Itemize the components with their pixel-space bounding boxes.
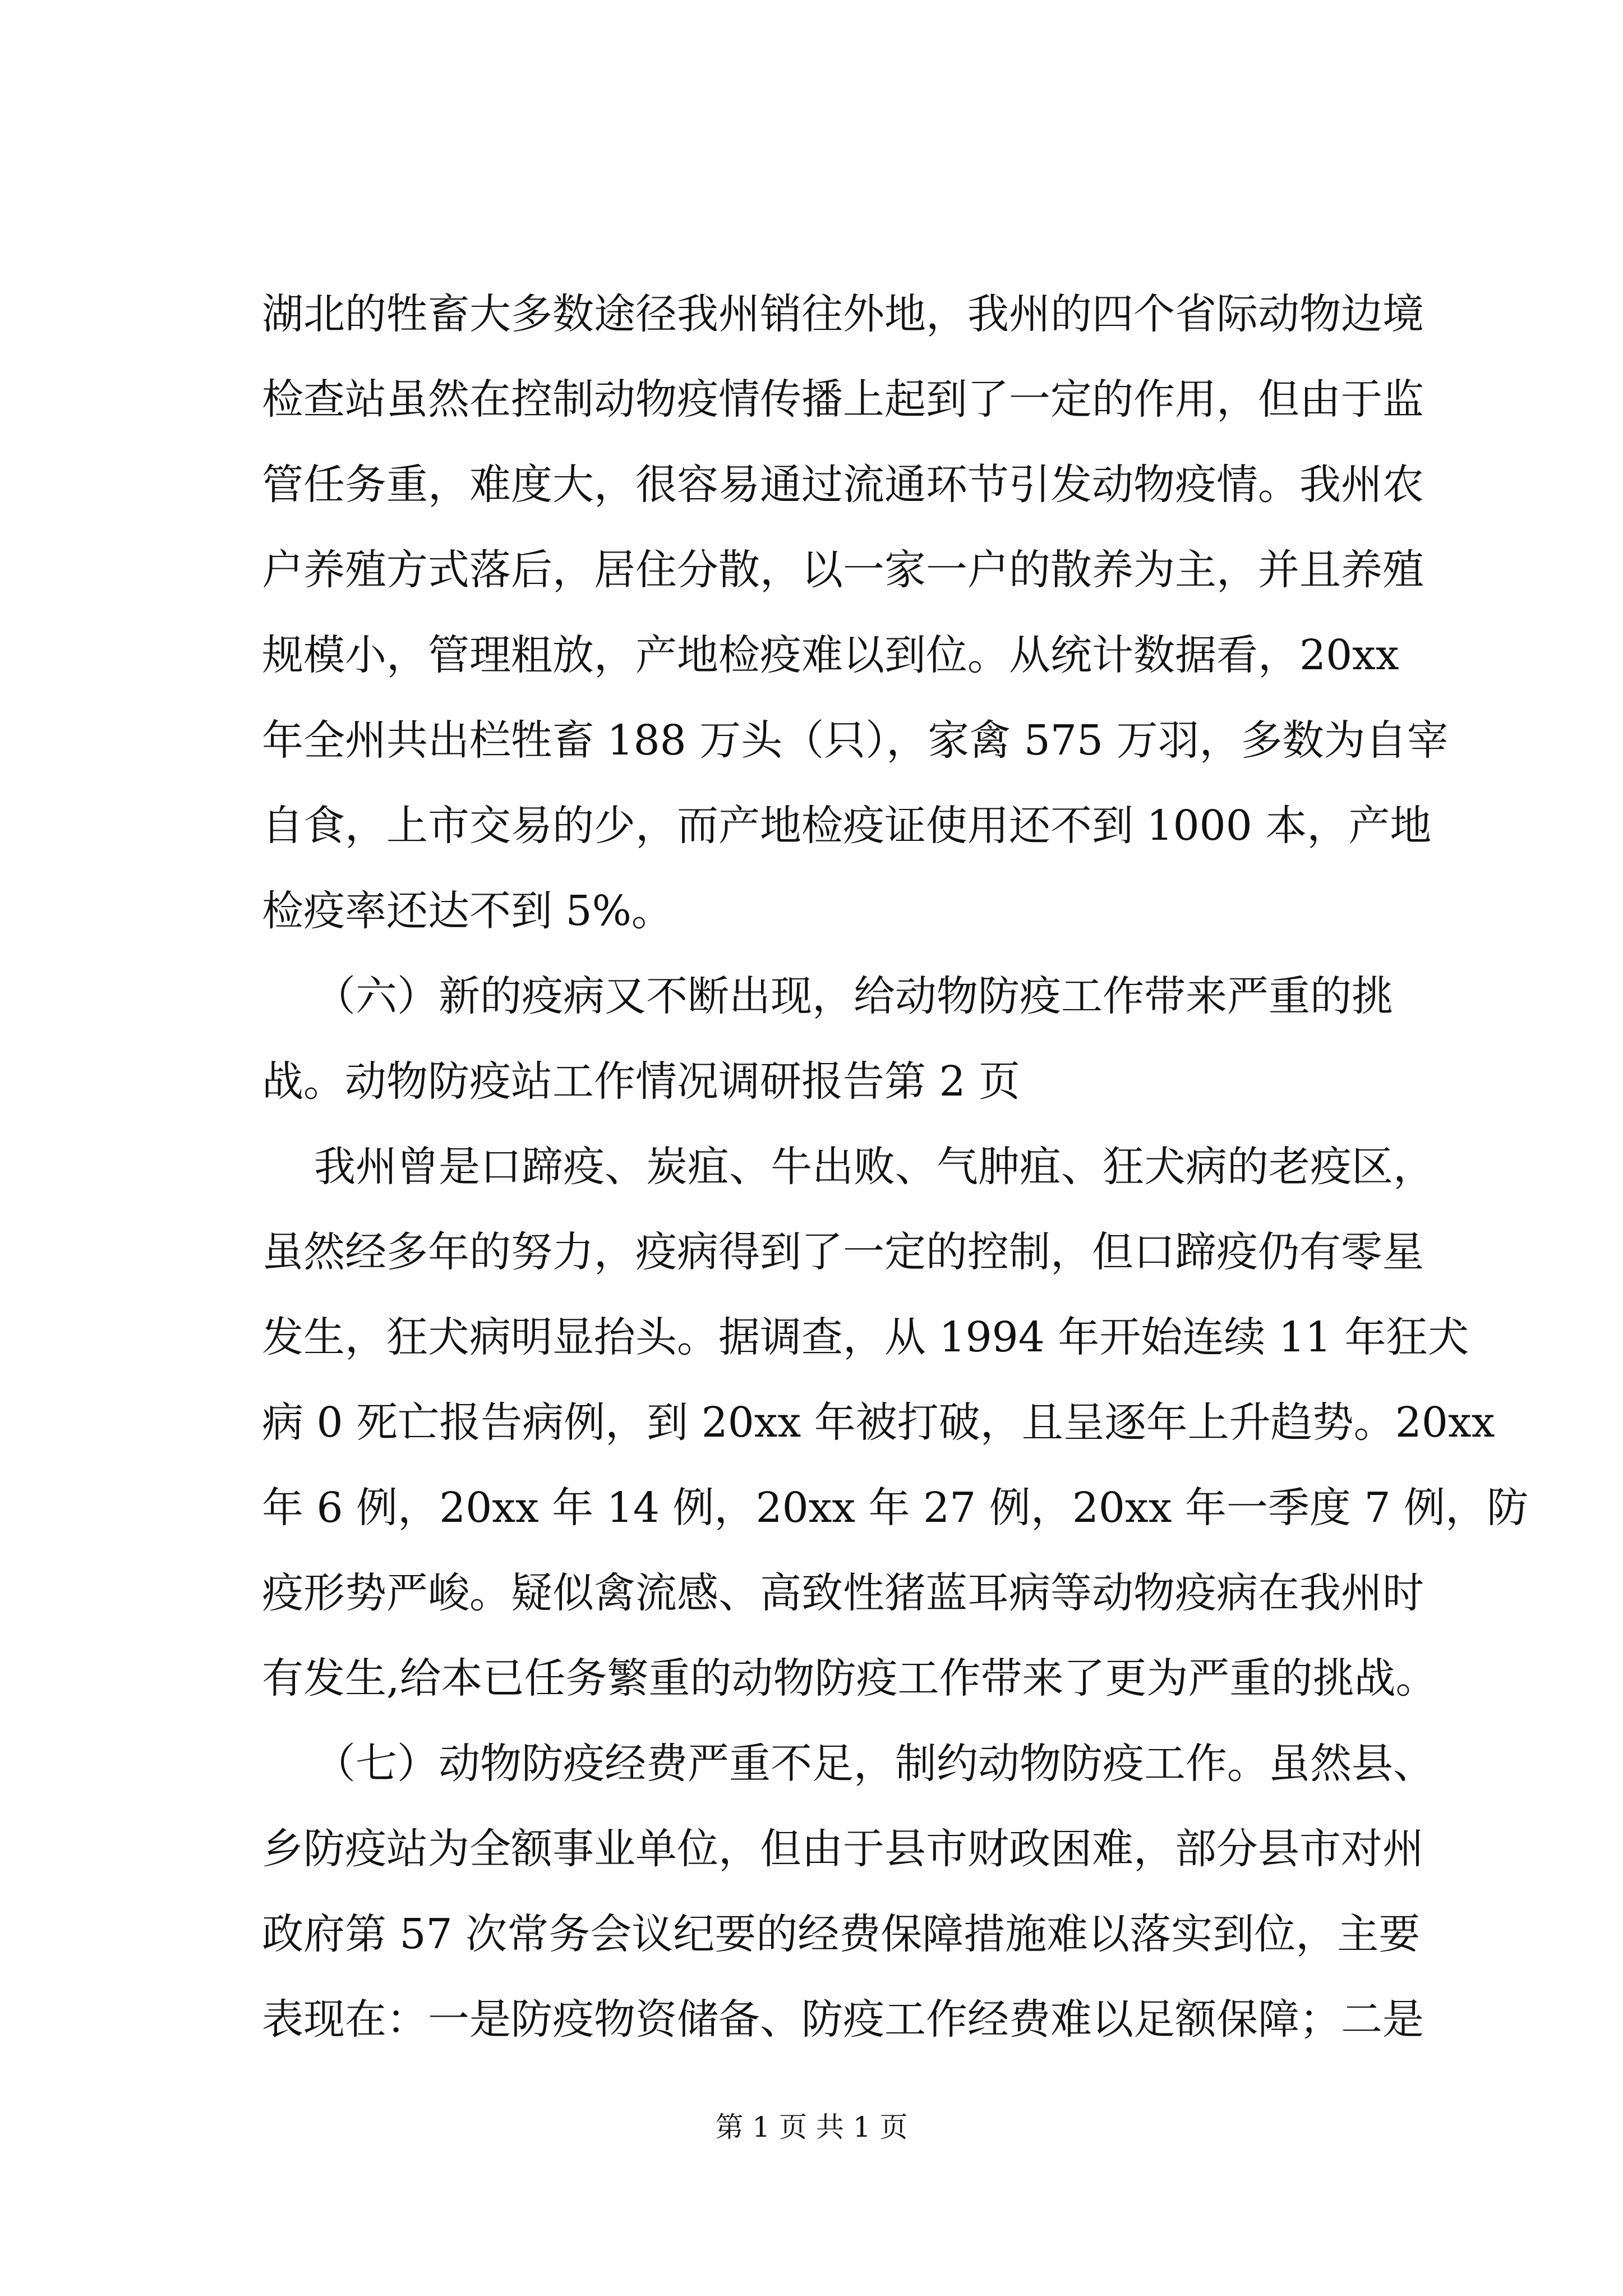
paragraph-line-15: 年 6 例，20xx 年 14 例，20xx 年 27 例，20xx 年一季度 7 例，防	[262, 1484, 1529, 1532]
paragraph-line-6: 年全州共出栏牲畜 188 万头（只），家禽 575 万羽，多数为自宰	[262, 716, 1449, 765]
paragraph-line-13: 发生，狂犬病明显抬头。据调查，从 1994 年开始连续 11 年狂犬	[262, 1313, 1469, 1361]
paragraph-line-7: 自食，上市交易的少，而产地检疫证使用还不到 1000 本，产地	[262, 802, 1432, 850]
paragraph-line-14: 病 0 死亡报告病例，到 20xx 年被打破，且呈逐年上升趋势。20xx	[262, 1398, 1495, 1447]
paragraph-line-8: 检疫率还达不到 5%。	[262, 887, 673, 935]
paragraph-line-19: 乡防疫站为全额事业单位，但由于县市财政困难，部分县市对州	[262, 1825, 1424, 1873]
paragraph-line-2: 检查站虽然在控制动物疫情传播上起到了一定的作用，但由于监	[262, 375, 1424, 424]
paragraph-line-1: 湖北的牲畜大多数途径我州销往外地，我州的四个省际动物边境	[262, 290, 1424, 338]
paragraph-line-5: 规模小，管理粗放，产地检疫难以到位。从统计数据看，20xx	[262, 631, 1399, 679]
paragraph-line-17: 有发生,给本已任务繁重的动物防疫工作带来了更为严重的挑战。	[262, 1654, 1437, 1703]
paragraph-line-21: 表现在：一是防疫物资储备、防疫工作经费难以足额保障；二是	[262, 1995, 1424, 2044]
section-seven-line-1: （七）动物防疫经费严重不足，制约动物防疫工作。虽然县、	[314, 1740, 1435, 1788]
section-six-heading-line-1: （六）新的疫病又不断出现，给动物防疫工作带来严重的挑	[314, 972, 1393, 1020]
paragraph-line-12: 虽然经多年的努力，疫病得到了一定的控制，但口蹄疫仍有零星	[262, 1228, 1424, 1276]
paragraph-line-16: 疫形势严峻。疑似禽流感、高致性猪蓝耳病等动物疫病在我州时	[262, 1569, 1424, 1617]
section-six-heading-line-2: 战。动物防疫站工作情况调研报告第 2 页	[262, 1057, 1021, 1106]
page-footer: 第 1 页 共 1 页	[715, 2111, 908, 2143]
paragraph-line-3: 管任务重，难度大，很容易通过流通环节引发动物疫情。我州农	[262, 461, 1424, 509]
paragraph-line-11: 我州曾是口蹄疫、炭疽、牛出败、气肿疽、狂犬病的老疫区，	[314, 1143, 1435, 1191]
paragraph-line-4: 户养殖方式落后，居住分散，以一家一户的散养为主，并且养殖	[262, 546, 1424, 594]
paragraph-line-20: 政府第 57 次常务会议纪要的经费保障措施难以落实到位，主要	[262, 1910, 1421, 1958]
